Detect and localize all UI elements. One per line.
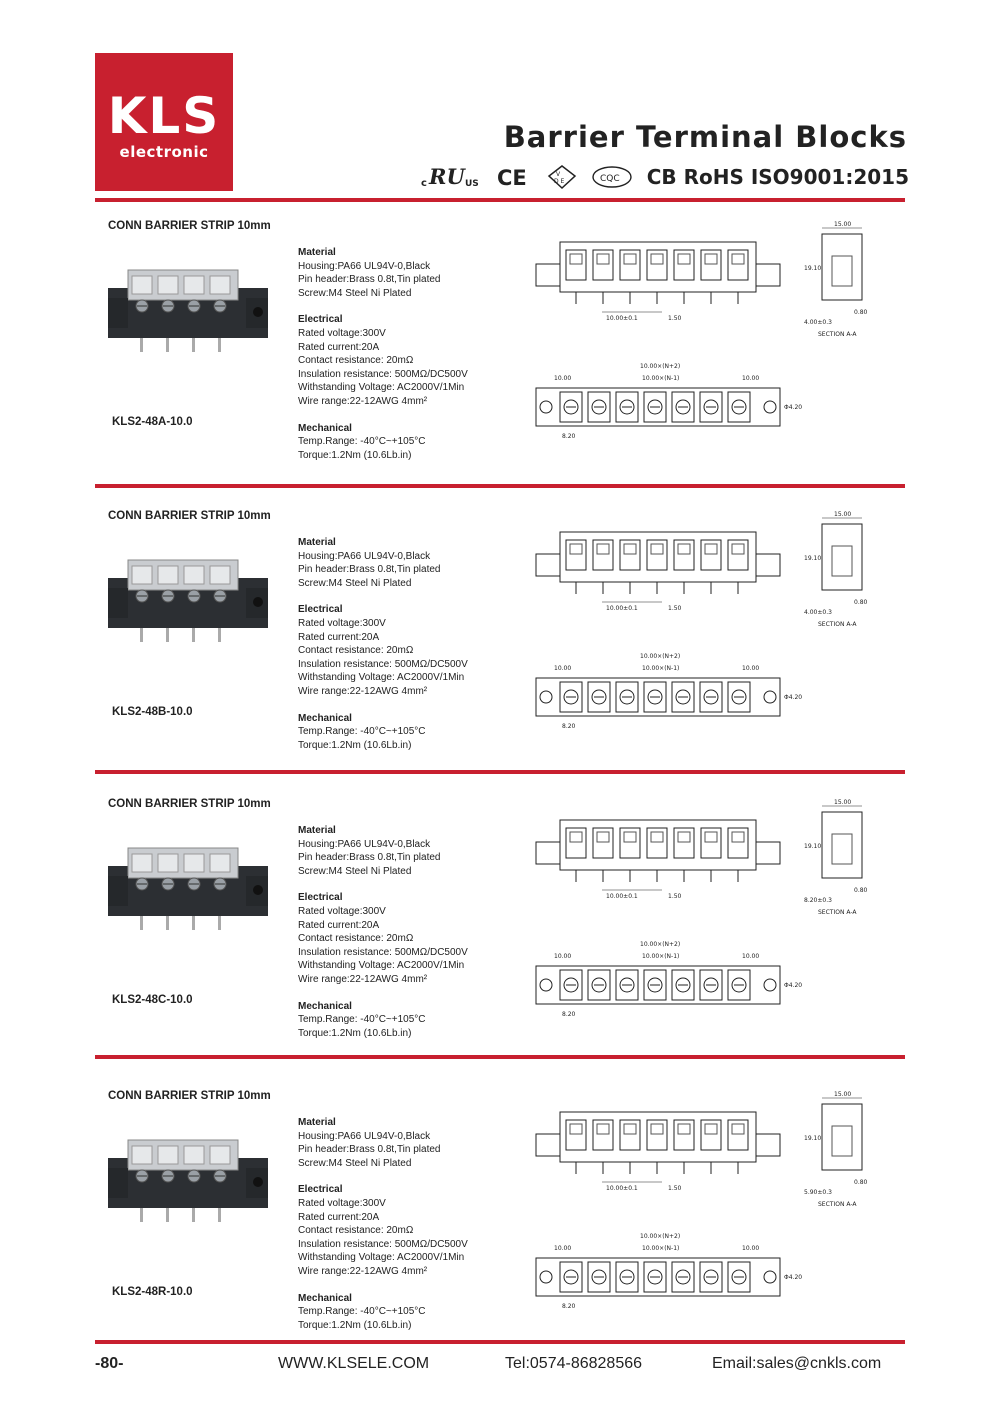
section-divider [95, 484, 905, 488]
logo-subtext: electronic [119, 143, 209, 161]
dim-height: 19.10 [804, 555, 822, 562]
product-section [0, 220, 1000, 490]
dim-offset: 8.20 [562, 1303, 576, 1310]
spec-line: Withstanding Voltage: AC2000V/1Min [298, 672, 465, 684]
dim-pin-width: 1.50 [668, 893, 682, 900]
telephone: Tel:0574-86828566 [505, 1355, 643, 1372]
mechanical-group [298, 1292, 468, 1333]
dim-middle: 10.00×(N-1) [642, 1245, 680, 1252]
dim-pin-width: 1.50 [668, 605, 682, 612]
spec-line: Rated voltage:300V [298, 905, 386, 917]
electrical-group-heading: Electrical [298, 1184, 343, 1196]
dim-hole: Φ4.20 [784, 1274, 803, 1281]
specifications [298, 536, 468, 765]
dim-right: 10.00 [742, 1245, 760, 1252]
svg-text:CQC: CQC [599, 174, 620, 184]
spec-line: Screw:M4 Steel Ni Plated [298, 287, 412, 299]
spec-line: Rated current:20A [298, 1211, 380, 1223]
material-group [298, 536, 468, 590]
spec-line: Contact resistance: 20mΩ [298, 355, 414, 367]
dim-left: 10.00 [554, 953, 572, 960]
dim-pitch: 10.00±0.1 [606, 605, 638, 612]
mechanical-group [298, 422, 468, 463]
spec-line: Wire range:22-12AWG 4mm² [298, 395, 428, 407]
dim-total: 10.00×(N+2) [640, 653, 681, 660]
dim-offset: 8.20 [562, 1011, 576, 1018]
spec-line: Rated voltage:300V [298, 1197, 386, 1209]
product-photo [98, 838, 278, 948]
product-section [0, 798, 1000, 1068]
spec-line: Rated voltage:300V [298, 617, 386, 629]
spec-line: Temp.Range: -40°C~+105°C [298, 1306, 426, 1318]
mechanical-group-heading: Mechanical [298, 1000, 352, 1012]
mechanical-group [298, 712, 468, 753]
part-number: KLS2-48C-10.0 [112, 994, 193, 1006]
electrical-group-heading: Electrical [298, 892, 343, 904]
material-group-heading: Material [298, 1117, 336, 1128]
dim-pitch: 10.00±0.1 [606, 893, 638, 900]
dim-pin-thickness: 0.80 [854, 309, 868, 316]
mechanical-group-heading: Mechanical [298, 422, 352, 434]
spec-line: Screw:M4 Steel Ni Plated [298, 577, 412, 589]
spec-line: Temp.Range: -40°C~+105°C [298, 436, 426, 448]
dim-right: 10.00 [742, 665, 760, 672]
spec-line: Withstanding Voltage: AC2000V/1Min [298, 382, 465, 394]
product-section [0, 510, 1000, 780]
dim-middle: 10.00×(N-1) [642, 953, 680, 960]
spec-line: Pin header:Brass 0.8t,Tin plated [298, 852, 441, 864]
spec-line: Pin header:Brass 0.8t,Tin plated [298, 564, 441, 576]
electrical-group [298, 891, 468, 986]
section-title: CONN BARRIER STRIP 10mm [108, 1090, 271, 1102]
spec-line: Insulation resistance: 500MΩ/DC500V [298, 1238, 468, 1250]
dim-offset: 8.20 [562, 433, 576, 440]
specifications [298, 824, 468, 1053]
section-title: CONN BARRIER STRIP 10mm [108, 798, 271, 810]
spec-line: Housing:PA66 UL94V-0,Black [298, 1130, 431, 1142]
dim-left: 10.00 [554, 1245, 572, 1252]
dim-hole: Φ4.20 [784, 694, 803, 701]
kls-logo [95, 53, 233, 191]
svg-text:c: c [420, 178, 427, 189]
dim-pitch: 10.00±0.1 [606, 315, 638, 322]
spec-line: Torque:1.2Nm (10.6Lb.in) [298, 739, 412, 751]
dim-pin-thickness: 0.80 [854, 887, 868, 894]
electrical-group [298, 313, 468, 408]
dim-height: 19.10 [804, 265, 822, 272]
dim-depth: 15.00 [834, 1091, 852, 1098]
spec-line: Wire range:22-12AWG 4mm² [298, 685, 428, 697]
specifications [298, 246, 468, 475]
section-divider [95, 1055, 905, 1059]
material-group-heading: Material [298, 825, 336, 836]
electrical-group-heading: Electrical [298, 314, 343, 326]
spec-line: Wire range:22-12AWG 4mm² [298, 1265, 428, 1277]
product-photo [98, 550, 278, 660]
material-group [298, 824, 468, 878]
electrical-group-heading: Electrical [298, 604, 343, 616]
spec-line: Insulation resistance: 500MΩ/DC500V [298, 946, 468, 958]
dim-pin-thickness: 0.80 [854, 1179, 868, 1186]
dim-pin-length: 5.90±0.3 [804, 1189, 832, 1196]
specifications [298, 1116, 468, 1345]
dim-total: 10.00×(N+2) [640, 941, 681, 948]
dim-pin-length: 4.00±0.3 [804, 609, 832, 616]
spec-line: Contact resistance: 20mΩ [298, 1225, 414, 1237]
dim-pin-thickness: 0.80 [854, 599, 868, 606]
spec-line: Rated current:20A [298, 631, 380, 643]
dim-offset: 8.20 [562, 723, 576, 730]
section-label: SECTION A-A [818, 621, 857, 628]
dim-hole: Φ4.20 [784, 404, 803, 411]
mechanical-group-heading: Mechanical [298, 1292, 352, 1304]
material-group [298, 246, 468, 300]
page-title: Barrier Terminal Blocks [503, 120, 907, 154]
section-title: CONN BARRIER STRIP 10mm [108, 220, 271, 232]
logo-text: KLS [107, 87, 221, 145]
part-number: KLS2-48R-10.0 [112, 1286, 193, 1298]
spec-line: Torque:1.2Nm (10.6Lb.in) [298, 1027, 412, 1039]
spec-line: Insulation resistance: 500MΩ/DC500V [298, 658, 468, 670]
section-label: SECTION A-A [818, 331, 857, 338]
spec-line: Rated voltage:300V [298, 327, 386, 339]
dim-left: 10.00 [554, 375, 572, 382]
cqc-icon [591, 164, 633, 190]
dim-pin-length: 8.20±0.3 [804, 897, 832, 904]
footer [0, 1355, 1000, 1379]
spec-line: Pin header:Brass 0.8t,Tin plated [298, 1144, 441, 1156]
section-label: SECTION A-A [818, 909, 857, 916]
spec-line: Rated current:20A [298, 341, 380, 353]
page-number: -80- [95, 1355, 124, 1372]
spec-line: Housing:PA66 UL94V-0,Black [298, 260, 431, 272]
technical-drawing [522, 510, 882, 740]
dim-depth: 15.00 [834, 511, 852, 518]
svg-text:V: V [555, 171, 560, 178]
mechanical-group-heading: Mechanical [298, 712, 352, 724]
spec-line: Rated current:20A [298, 919, 380, 931]
dim-pin-width: 1.50 [668, 1185, 682, 1192]
dim-left: 10.00 [554, 665, 572, 672]
vde-icon [547, 164, 577, 190]
section-label: SECTION A-A [818, 1201, 857, 1208]
material-group-heading: Material [298, 537, 336, 548]
spec-line: Insulation resistance: 500MΩ/DC500V [298, 368, 468, 380]
spec-line: Pin header:Brass 0.8t,Tin plated [298, 274, 441, 286]
spec-line: Screw:M4 Steel Ni Plated [298, 865, 412, 877]
svg-text:RU: RU [428, 164, 465, 189]
dim-total: 10.00×(N+2) [640, 363, 681, 370]
spec-line: Temp.Range: -40°C~+105°C [298, 726, 426, 738]
header-divider [95, 198, 905, 202]
dim-depth: 15.00 [834, 799, 852, 806]
website-link[interactable]: WWW.KLSELE.COM [278, 1355, 430, 1372]
cert-text: CB RoHS ISO9001:2015 [646, 165, 909, 189]
spec-line: Housing:PA66 UL94V-0,Black [298, 550, 431, 562]
technical-drawing [522, 1090, 882, 1320]
product-photo [98, 1130, 278, 1240]
spec-line: Torque:1.2Nm (10.6Lb.in) [298, 449, 412, 461]
svg-text:D E: D E [553, 178, 565, 185]
dim-middle: 10.00×(N-1) [642, 665, 680, 672]
svg-text:CE: CE [496, 166, 527, 190]
section-title: CONN BARRIER STRIP 10mm [108, 510, 271, 522]
certification-row [421, 162, 909, 192]
dim-depth: 15.00 [834, 221, 852, 228]
product-photo [98, 260, 278, 370]
email-link[interactable]: Email:sales@cnkls.com [712, 1355, 882, 1372]
dim-height: 19.10 [804, 1135, 822, 1142]
spec-line: Withstanding Voltage: AC2000V/1Min [298, 1252, 465, 1264]
part-number: KLS2-48A-10.0 [112, 416, 193, 428]
electrical-group [298, 603, 468, 698]
dim-right: 10.00 [742, 375, 760, 382]
spec-line: Contact resistance: 20mΩ [298, 645, 414, 657]
svg-text:US: US [464, 179, 479, 189]
electrical-group [298, 1183, 468, 1278]
product-section [0, 1090, 1000, 1360]
dim-pitch: 10.00±0.1 [606, 1185, 638, 1192]
spec-line: Housing:PA66 UL94V-0,Black [298, 838, 431, 850]
dim-height: 19.10 [804, 843, 822, 850]
spec-line: Torque:1.2Nm (10.6Lb.in) [298, 1319, 412, 1331]
spec-line: Withstanding Voltage: AC2000V/1Min [298, 960, 465, 972]
section-divider [95, 770, 905, 774]
ul-icon [421, 164, 483, 190]
material-group [298, 1116, 468, 1170]
dim-total: 10.00×(N+2) [640, 1233, 681, 1240]
spec-line: Screw:M4 Steel Ni Plated [298, 1157, 412, 1169]
technical-drawing [522, 798, 882, 1028]
dim-hole: Φ4.20 [784, 982, 803, 989]
spec-line: Temp.Range: -40°C~+105°C [298, 1014, 426, 1026]
dim-pin-width: 1.50 [668, 315, 682, 322]
spec-line: Contact resistance: 20mΩ [298, 933, 414, 945]
footer-divider [95, 1340, 905, 1344]
part-number: KLS2-48B-10.0 [112, 706, 193, 718]
ce-icon [497, 164, 533, 190]
dim-right: 10.00 [742, 953, 760, 960]
spec-line: Wire range:22-12AWG 4mm² [298, 973, 428, 985]
dim-middle: 10.00×(N-1) [642, 375, 680, 382]
material-group-heading: Material [298, 247, 336, 258]
technical-drawing [522, 220, 882, 450]
mechanical-group [298, 1000, 468, 1041]
dim-pin-length: 4.00±0.3 [804, 319, 832, 326]
